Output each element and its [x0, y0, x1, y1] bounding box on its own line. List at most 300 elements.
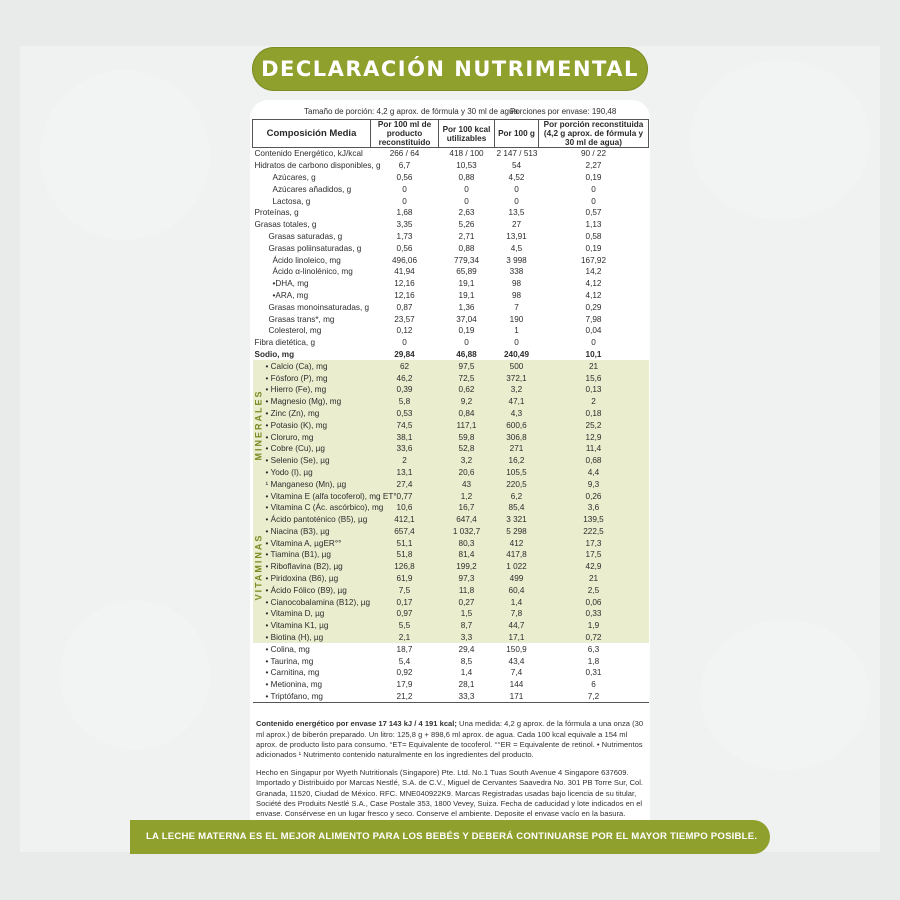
nutrient-value: 0,26 [539, 490, 649, 502]
nutrient-name: • Cloruro, mg [253, 431, 371, 443]
nutrient-value: 2,5 [539, 584, 649, 596]
table-row [253, 301, 649, 313]
nutrient-value: 0,27 [439, 596, 495, 608]
nutrient-value: 0,33 [539, 608, 649, 620]
nutrient-value: 97,3 [439, 573, 495, 585]
nutrient-value: 7 [514, 302, 519, 312]
nutrient-value: 0,19 [585, 243, 602, 253]
nutrient-name: •DHA, mg [272, 279, 309, 289]
table-row [253, 467, 649, 479]
nutrient-value: 0 [591, 184, 596, 194]
background-bubble [40, 70, 210, 240]
nutrient-value: 2,71 [458, 231, 475, 241]
energy-footnote-text: Una medida: 4,2 g aprox. de la fórmula a una onza (30 ml aprox.) de biberón preparado. Un litro: 125,8 g + 898,6 ml aprox. de agua. Cada 100 kcal equivale a 154 ml aprox. de producto listo para consumo. °ET= Equivalente de tocoferol. °°ER = Equivalente de retinol. • Nutrimentos adicionados ¹ Nutrimento contenido naturalmente en los ingredientes del producto. [256, 719, 644, 760]
energy-footnote [256, 719, 646, 760]
nutrient-value: 0 [464, 184, 469, 194]
table-row [253, 608, 649, 620]
nutrient-value: 21 [539, 360, 649, 372]
nutrient-value: 54 [511, 161, 522, 171]
table-row [253, 219, 649, 231]
nutrient-name: Grasas trans*, mg [268, 314, 335, 324]
nutrient-value: 167,92 [580, 255, 607, 265]
table-row [253, 549, 649, 561]
page-title: DECLARACIÓN NUTRIMENTAL [261, 57, 639, 81]
table-row [253, 455, 649, 467]
nutrient-value: 600,6 [495, 419, 539, 431]
table-row [253, 254, 649, 266]
nutrient-name: • Niacina (B3), µg [253, 526, 371, 538]
nutrient-value: 0,31 [585, 668, 602, 678]
table-row [253, 620, 649, 632]
nutrient-value: 17,9 [396, 680, 413, 690]
nutrient-name: • Magnesio (Mg), mg [253, 396, 371, 408]
nutrient-value: 85,4 [495, 502, 539, 514]
nutrient-value: 27 [511, 220, 522, 230]
nutrient-name: •ARA, mg [272, 290, 309, 300]
nutrient-value: 372,1 [495, 372, 539, 384]
nutrient-value: 25,2 [539, 419, 649, 431]
nutrient-value: 0,29 [585, 302, 602, 312]
nutrient-value: 1,68 [396, 208, 413, 218]
background-bubble [60, 600, 210, 750]
nutrient-value: 61,9 [371, 573, 439, 585]
nutrient-value: 1 [514, 326, 519, 336]
nutrient-name: Hidratos de carbono disponibles, g [254, 161, 381, 171]
nutrient-value: 2 147 / 513 [496, 149, 538, 159]
table-row [253, 596, 649, 608]
nutrient-name: • Triptófano, mg [253, 691, 371, 703]
table-row [253, 643, 649, 655]
nutrient-value: 15,6 [539, 372, 649, 384]
nutrient-value: 6,7 [398, 161, 411, 171]
nutrient-value: 0,68 [539, 455, 649, 467]
nutrient-value: 17,3 [539, 537, 649, 549]
nutrient-name: Colesterol, mg [268, 326, 322, 336]
nutrient-value: 412,1 [371, 514, 439, 526]
nutrient-value: 47,1 [495, 396, 539, 408]
table-row [253, 443, 649, 455]
nutrient-name: • Potasio (K), mg [253, 419, 371, 431]
table-row [253, 183, 649, 195]
nutrient-value: 16,2 [495, 455, 539, 467]
nutrient-value: 1,5 [439, 608, 495, 620]
table-row [253, 384, 649, 396]
nutrient-name: • Colina, mg [265, 644, 310, 654]
nutrient-value: 98 [511, 290, 522, 300]
nutrient-value: 1,4 [460, 668, 473, 678]
table-row [253, 160, 649, 172]
nutrient-name: ¹ Manganeso (Mn), µg [253, 478, 371, 490]
table-row [253, 408, 649, 420]
nutrient-value: 46,2 [371, 372, 439, 384]
nutrient-value: 44,7 [495, 620, 539, 632]
nutrient-value: 306,8 [495, 431, 539, 443]
nutrient-value: 1,73 [396, 231, 413, 241]
nutrient-value: 13,91 [506, 231, 527, 241]
nutrient-value: 500 [495, 360, 539, 372]
nutrient-value: 14,2 [585, 267, 602, 277]
nutrient-value: 1,4 [495, 596, 539, 608]
table-row [253, 431, 649, 443]
nutrient-value: 499 [495, 573, 539, 585]
nutrient-name: • Riboflavina (B2), µg [253, 561, 371, 573]
nutrient-value: 51,1 [371, 537, 439, 549]
nutrient-value: 647,4 [439, 514, 495, 526]
nutrient-value: 6,2 [495, 490, 539, 502]
nutrient-value: 0,84 [439, 408, 495, 420]
nutrient-value: 6 [591, 680, 596, 690]
nutrient-value: 80,3 [439, 537, 495, 549]
nutrient-value: 2 [371, 455, 439, 467]
nutrient-value: 4,5 [510, 243, 523, 253]
nutrient-value: 144 [509, 680, 524, 690]
nutrient-value: 52,8 [439, 443, 495, 455]
nutrient-value: 97,5 [439, 360, 495, 372]
nutrient-value: 41,94 [394, 267, 415, 277]
nutrient-value: 0,97 [371, 608, 439, 620]
nutrient-name: Grasas totales, g [254, 220, 317, 230]
nutrient-value: 19,1 [458, 279, 475, 289]
nutrient-name: Sodio, mg [254, 349, 295, 359]
nutrient-value: 65,89 [456, 267, 477, 277]
nutrient-value: 496,06 [391, 255, 418, 265]
nutrient-value: 779,34 [453, 255, 480, 265]
table-row [253, 667, 649, 679]
nutrient-value: 38,1 [371, 431, 439, 443]
nutrient-name: • Tiamina (B1), µg [253, 549, 371, 561]
nutrient-value: 29,4 [458, 644, 475, 654]
nutrient-value: 8,7 [439, 620, 495, 632]
nutrient-value: 150,9 [506, 644, 527, 654]
nutrient-value: 3 998 [506, 255, 527, 265]
table-row [253, 231, 649, 243]
nutrient-value: 0 [402, 196, 407, 206]
nutrient-value: 3,2 [495, 384, 539, 396]
nutrient-value: 190 [509, 314, 524, 324]
nutrient-value: 105,5 [495, 467, 539, 479]
nutrient-value: 21 [539, 573, 649, 585]
table-row [253, 148, 649, 160]
manufacturer-note: Hecho en Singapur por Wyeth Nutritionals (Singapore) Pte. Ltd. No.1 Tuas South Avenue 4 Singapore 637609. Importado y Distribuido por Marcas Nestlé, S.A. de C.V., Miguel de Cervantes Saavedra No. 301 PB Torre Sur, Col. Granada, 11520, Ciudad de México. RFC. MNE040922K9. Marcas Registradas usadas bajo licencia de su titular, Société des Produits Nestlé S.A., Case Postale 353, 1800 Vevey, Suiza. Fecha de caducidad y lote indicados en el envase. Consérvese en un lugar fresco y seco. Conserve el ambiente. Deposite el envase vacío en la basura. [256, 768, 644, 819]
table-row [253, 349, 649, 361]
nutrient-value: 90 / 22 [539, 148, 649, 160]
nutrient-value: 5,8 [371, 396, 439, 408]
nutrient-value: 3,35 [396, 220, 413, 230]
nutrient-value: 10,1 [585, 349, 602, 359]
nutrient-value: 46,88 [456, 349, 477, 359]
table-row [253, 502, 649, 514]
slogan-text: LA LECHE MATERNA ES EL MEJOR ALIMENTO PARA LOS BEBÉS Y DEBERÁ CONTINUARSE POR EL MAYOR TIEMPO POSIBLE. [146, 831, 758, 842]
nutrient-value: 0,56 [396, 243, 413, 253]
nutrient-value: 338 [509, 267, 524, 277]
nutrient-name: Proteínas, g [254, 208, 299, 218]
nutrient-value: 42,9 [539, 561, 649, 573]
nutrient-name: Grasas saturadas, g [268, 231, 343, 241]
nutrient-value: 0,88 [458, 243, 475, 253]
table-row [253, 573, 649, 585]
nutrient-name: Ácido α-linolénico, mg [272, 267, 353, 277]
nutrient-value: 13,5 [508, 208, 525, 218]
nutrient-value: 11,8 [439, 584, 495, 596]
nutrient-value: 7,98 [585, 314, 602, 324]
nutrient-value: 8,5 [460, 656, 473, 666]
background-bubble [690, 60, 870, 220]
nutrient-value: 0,19 [585, 172, 602, 182]
nutrient-value: 0 [464, 338, 469, 348]
nutrient-value: 7,2 [539, 691, 649, 703]
nutrient-name: • Metionina, mg [265, 680, 323, 690]
nutrient-value: 0,12 [396, 326, 413, 336]
nutrient-name: • Calcio (Ca), mg [253, 360, 371, 372]
energy-footnote-bold: Contenido energético por envase 17 143 kJ / 4 191 kcal; [256, 719, 457, 729]
table-row [253, 478, 649, 490]
nutrient-value: 6,3 [587, 644, 600, 654]
nutrient-value: 240,49 [503, 349, 530, 359]
column-header: Por 100 kcal utilizables [439, 120, 495, 148]
nutrient-value: 9,3 [539, 478, 649, 490]
nutrient-value: 2,1 [371, 632, 439, 644]
nutrient-value: 4,52 [508, 172, 525, 182]
nutrient-value: 220,5 [495, 478, 539, 490]
nutrient-value: 4,3 [495, 408, 539, 420]
nutrient-value: 33,6 [371, 443, 439, 455]
nutrient-value: 2 [539, 396, 649, 408]
nutrient-value: 12,16 [394, 279, 415, 289]
nutrient-value: 7,8 [495, 608, 539, 620]
table-body [253, 148, 649, 703]
table-row [253, 207, 649, 219]
nutrient-value: 0,53 [371, 408, 439, 420]
nutrient-value: 7,4 [510, 668, 523, 678]
nutrient-value: 23,57 [394, 314, 415, 324]
nutrient-value: 657,4 [371, 526, 439, 538]
nutrient-value: 0,39 [371, 384, 439, 396]
nutrient-name: • Vitamina D, µg [253, 608, 371, 620]
nutrient-value: 1 032,7 [439, 526, 495, 538]
column-header: Por 100 ml de producto reconstituido [371, 120, 439, 148]
nutrient-value: 0,58 [585, 231, 602, 241]
nutrient-value: 7,5 [371, 584, 439, 596]
minerals-section-label: MINERALES [253, 389, 264, 461]
nutrient-value: 1,8 [587, 656, 600, 666]
column-header: Por 100 g [495, 120, 539, 148]
nutrient-value: 1,36 [458, 302, 475, 312]
column-header: Composición Media [253, 120, 371, 148]
nutrient-value: 33,3 [439, 691, 495, 703]
nutrient-name: • Cobre (Cu), µg [253, 443, 371, 455]
table-row [253, 655, 649, 667]
table-row [253, 195, 649, 207]
nutrient-name: • Vitamina C (Ác. ascórbico), mg [253, 502, 371, 514]
nutrient-value: 0,88 [458, 172, 475, 182]
column-header: Por porción reconstituida (4,2 g aprox. de fórmula y 30 ml de agua) [539, 120, 649, 148]
nutrient-value: 0 [591, 338, 596, 348]
nutrient-value: 0 [514, 184, 519, 194]
nutrient-value: 4,12 [585, 290, 602, 300]
nutrient-name: • Ácido Fólico (B9), µg [253, 584, 371, 596]
table-row [253, 372, 649, 384]
nutrient-value: 5 298 [495, 526, 539, 538]
nutrition-table [252, 119, 649, 703]
nutrient-name: Azúcares añadidos, g [272, 184, 352, 194]
nutrient-value: 2,63 [458, 208, 475, 218]
nutrient-name: • Vitamina E (alfa tocoferol), mg ET° [253, 490, 371, 502]
nutrient-value: 37,04 [456, 314, 477, 324]
nutrient-value: 0 [514, 338, 519, 348]
nutrient-value: 271 [495, 443, 539, 455]
nutrient-name: • Hierro (Fe), mg [253, 384, 371, 396]
nutrient-name: Lactosa, g [272, 196, 311, 206]
nutrient-value: 0,92 [396, 668, 413, 678]
nutrient-value: 13,1 [371, 467, 439, 479]
nutrient-name: • Selenio (Se), µg [253, 455, 371, 467]
nutrient-name: • Carnitina, mg [265, 668, 320, 678]
table-row [253, 360, 649, 372]
table-row [253, 396, 649, 408]
nutrient-value: 199,2 [439, 561, 495, 573]
table-row [253, 526, 649, 538]
table-header-row [253, 120, 649, 148]
nutrient-value: 60,4 [495, 584, 539, 596]
nutrient-value: 0 [402, 338, 407, 348]
nutrient-value: 1,9 [539, 620, 649, 632]
nutrient-value: 10,53 [456, 161, 477, 171]
nutrient-value: 117,1 [439, 419, 495, 431]
nutrient-value: 222,5 [539, 526, 649, 538]
nutrient-name: Grasas monoinsaturadas, g [268, 302, 370, 312]
table-row [253, 691, 649, 703]
nutrient-value: 5,5 [371, 620, 439, 632]
nutrient-value: 1,13 [585, 220, 602, 230]
nutrient-value: 0,18 [539, 408, 649, 420]
table-row [253, 537, 649, 549]
nutrient-name: Contenido Energético, kJ/kcal [253, 148, 371, 160]
nutrient-value: 0,56 [396, 172, 413, 182]
nutrient-value: 4,4 [539, 467, 649, 479]
nutrient-value: 171 [495, 691, 539, 703]
nutrient-value: 0,77 [371, 490, 439, 502]
table-row [253, 266, 649, 278]
nutrient-value: 0 [514, 196, 519, 206]
table-row [253, 337, 649, 349]
nutrient-value: 266 / 64 [371, 148, 439, 160]
nutrient-value: 72,5 [439, 372, 495, 384]
nutrient-value: 0,62 [439, 384, 495, 396]
table-row [253, 490, 649, 502]
nutrient-value: 3,6 [539, 502, 649, 514]
nutrient-value: 0,04 [585, 326, 602, 336]
table-row [253, 172, 649, 184]
nutrient-value: 0,87 [396, 302, 413, 312]
nutrient-value: 81,4 [439, 549, 495, 561]
table-row [253, 325, 649, 337]
nutrient-value: 3,2 [439, 455, 495, 467]
nutrient-value: 43 [439, 478, 495, 490]
nutrient-name: • Fósforo (P), mg [253, 372, 371, 384]
nutrient-value: 28,1 [458, 680, 475, 690]
nutrient-name: • Ácido pantoténico (B5), µg [253, 514, 371, 526]
nutrient-value: 5,4 [398, 656, 411, 666]
nutrient-name: • Yodo (I), µg [253, 467, 371, 479]
table-row [253, 632, 649, 644]
nutrient-value: 0,17 [371, 596, 439, 608]
title-banner [252, 47, 648, 91]
slogan-banner [130, 820, 770, 854]
table-row [253, 561, 649, 573]
nutrient-value: 19,1 [458, 290, 475, 300]
nutrient-name: • Biotina (H), µg [253, 632, 371, 644]
nutrient-value: 0,19 [458, 326, 475, 336]
nutrient-name: Fibra dietética, g [254, 338, 316, 348]
table-row [253, 584, 649, 596]
nutrient-value: 18,7 [396, 644, 413, 654]
nutrient-value: 27,4 [371, 478, 439, 490]
nutrient-value: 11,4 [539, 443, 649, 455]
nutrient-value: 21,2 [371, 691, 439, 703]
nutrient-value: 17,1 [495, 632, 539, 644]
nutrient-value: 1 022 [495, 561, 539, 573]
nutrient-value: 0,57 [585, 208, 602, 218]
nutrient-name: • Piridoxina (B6), µg [253, 573, 371, 585]
table-row [253, 313, 649, 325]
nutrient-value: 418 / 100 [439, 148, 495, 160]
nutrient-name: • Zinc (Zn), mg [253, 408, 371, 420]
nutrient-value: 9,2 [439, 396, 495, 408]
nutrient-name: • Vitamina A, µgER°° [253, 537, 371, 549]
table-row [253, 278, 649, 290]
table-row [253, 514, 649, 526]
nutrient-value: 3,3 [439, 632, 495, 644]
nutrient-name: • Taurina, mg [265, 656, 314, 666]
nutrient-value: 16,7 [439, 502, 495, 514]
nutrient-value: 29,84 [394, 349, 415, 359]
nutrient-value: 412 [495, 537, 539, 549]
nutrient-value: 98 [511, 279, 522, 289]
nutrient-value: 2,27 [585, 161, 602, 171]
nutrient-value: 0,13 [539, 384, 649, 396]
servings-per-container: Porciones por envase: 190,48 [510, 107, 617, 116]
nutrient-value: 1,2 [439, 490, 495, 502]
nutrient-value: 3 321 [495, 514, 539, 526]
nutrient-name: Azúcares, g [272, 172, 316, 182]
nutrient-value: 17,5 [539, 549, 649, 561]
nutrient-name: • Vitamina K1, µg [253, 620, 371, 632]
nutrient-value: 43,4 [508, 656, 525, 666]
nutrient-value: 0 [464, 196, 469, 206]
nutrient-value: 62 [371, 360, 439, 372]
nutrient-value: 0,72 [539, 632, 649, 644]
table-row [253, 242, 649, 254]
table-row [253, 290, 649, 302]
vitamins-section-label: VITAMINAS [252, 533, 263, 601]
nutrient-value: 5,26 [458, 220, 475, 230]
nutrient-value: 10,6 [371, 502, 439, 514]
table-row [253, 419, 649, 431]
nutrient-value: 0 [402, 184, 407, 194]
nutrient-name: • Cianocobalamina (B12), µg [253, 596, 371, 608]
nutrient-value: 12,16 [394, 290, 415, 300]
nutrient-value: 126,8 [371, 561, 439, 573]
nutrient-name: Grasas poliinsaturadas, g [268, 243, 362, 253]
nutrient-value: 12,9 [539, 431, 649, 443]
nutrient-value: 0 [591, 196, 596, 206]
background-bubble [700, 620, 870, 770]
nutrient-name: Ácido linoleico, mg [272, 255, 341, 265]
serving-size: Tamaño de porción: 4,2 g aprox. de fórmula y 30 ml de agua [304, 107, 518, 116]
nutrient-value: 417,8 [495, 549, 539, 561]
nutrient-value: 4,12 [585, 279, 602, 289]
nutrient-value: 20,6 [439, 467, 495, 479]
